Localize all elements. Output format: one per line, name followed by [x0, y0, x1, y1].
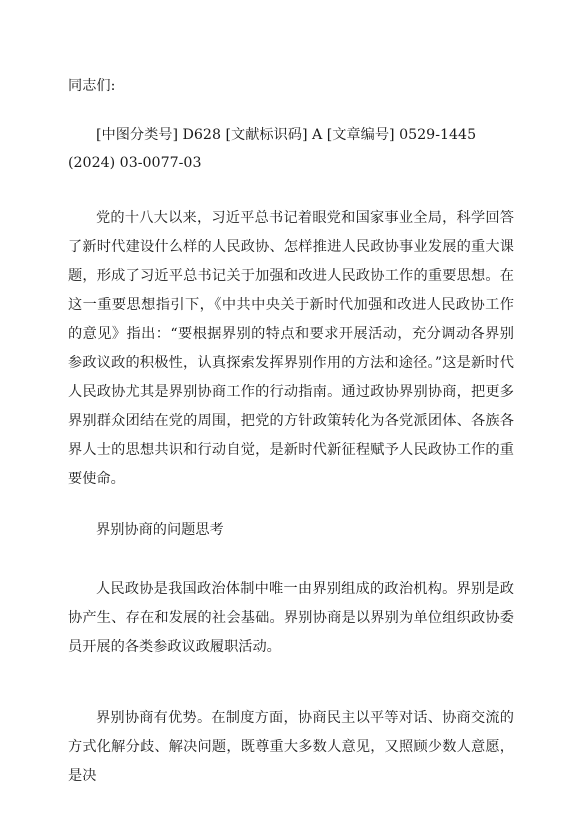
paragraph-jiebie-advantage: 界别协商有优势。在制度方面，协商民主以平等对话、协商交流的方式化解分歧、解决问题，既尊重大多数人意见，又照顾少数人意愿，是决	[68, 710, 514, 784]
paragraph-jiebie-definition: 人民政协是我国政治体制中唯一由界别组成的政治机构。界别是政协产生、存在和发展的社会基础。界别协商是以界别为单位组织政协委员开展的各类参政议政履职活动。	[68, 581, 514, 655]
salutation: 同志们:	[68, 78, 116, 94]
section-heading: 界别协商的问题思考	[96, 522, 224, 538]
paragraph-intro: 党的十八大以来，习近平总书记着眼党和国家事业全局，科学回答了新时代建设什么样的人民政协、怎样推进人民政协事业发展的重大课题，形成了习近平总书记关于加强和改进人民政协工作的重要思想。在这一重要思想指引下，《中共中央关于新时代加强和改进人民政协工作的意见》指出：“要根据界别的特点和要求开展活动，充分调动各界别参政议政的积极性，认真探索发挥界别作用的方法和途径。”这是新时代人民政协尤其是界别协商工作的行动指南。通过政协界别协商，把更多界别群众团结在党的周围，把党的方针政策转化为各党派团体、各族各界人士的思想共识和行动自觉，是新时代新征程赋予人民政协工作的重要使命。	[68, 210, 514, 487]
classification-meta: [中图分类号] D628 [文献标识码] A [文章编号] 0529-1445 (2024) 03-0077-03	[68, 127, 477, 171]
